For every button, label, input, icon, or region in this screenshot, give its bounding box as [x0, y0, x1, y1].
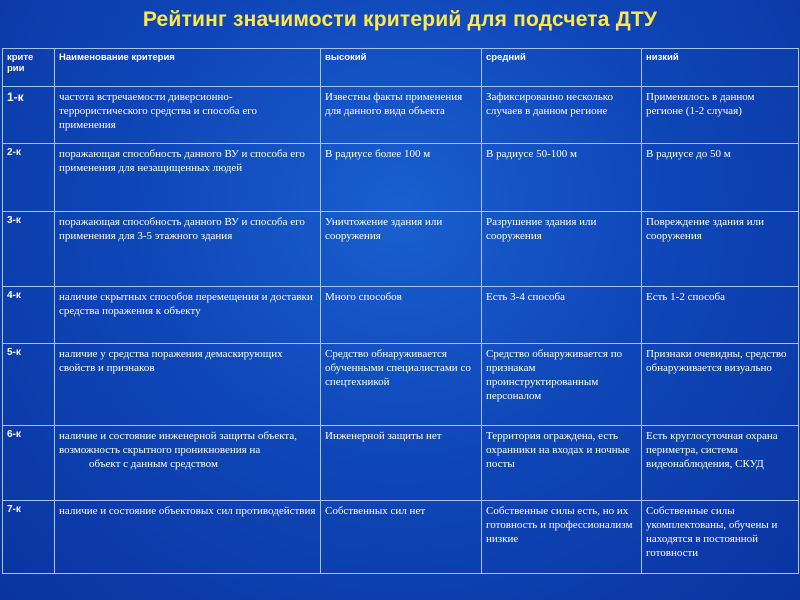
criterion-name: поражающая способность данного ВУ и способа его применения для незащищенных людей	[55, 144, 321, 212]
low-value: В радиусе до 50 м	[642, 144, 799, 212]
criterion-name: частота встречаемости диверсионно-террористического средства и способа его применения	[55, 87, 321, 144]
header-medium: средний	[482, 49, 642, 87]
low-value: Собственные силы укомплектованы, обучены и находятся в постоянной готовности	[642, 501, 799, 574]
medium-value: Собственные силы есть, но их готовность и профессионализм низкие	[482, 501, 642, 574]
table-row	[3, 344, 799, 426]
low-value: Есть круглосуточная охрана периметра, система видеонаблюдения, СКУД	[642, 426, 799, 501]
row-number: 2-к	[3, 144, 55, 212]
table-row	[3, 144, 799, 212]
low-value: Признаки очевидны, средство обнаруживается визуально	[642, 344, 799, 426]
table-row	[3, 426, 799, 501]
table-row	[3, 212, 799, 287]
row-number: 4-к	[3, 287, 55, 344]
header-high: высокий	[321, 49, 482, 87]
medium-value: В радиусе 50-100 м	[482, 144, 642, 212]
low-value: Есть 1-2 способа	[642, 287, 799, 344]
medium-value: Зафиксированно несколько случаев в данном регионе	[482, 87, 642, 144]
criterion-name: наличие и состояние инженерной защиты объекта, возможность скрытного проникновения на объект с данным средством	[55, 426, 321, 501]
table-header-row	[3, 49, 799, 87]
header-name: Наименование критерия	[55, 49, 321, 87]
high-value: Средство обнаруживается обученными специалистами со спецтехникой	[321, 344, 482, 426]
low-value: Применялось в данном регионе (1-2 случая)	[642, 87, 799, 144]
high-value: В радиусе более 100 м	[321, 144, 482, 212]
medium-value: Территория ограждена, есть охранники на входах и ночные посты	[482, 426, 642, 501]
criterion-name: наличие у средства поражения демаскирующих свойств и признаков	[55, 344, 321, 426]
criteria-table	[2, 48, 799, 574]
header-low: низкий	[642, 49, 799, 87]
table-row	[3, 87, 799, 144]
high-value: Собственных сил нет	[321, 501, 482, 574]
row-number: 5-к	[3, 344, 55, 426]
row-number: 6-к	[3, 426, 55, 501]
low-value: Повреждение здания или сооружения	[642, 212, 799, 287]
criterion-name: поражающая способность данного ВУ и способа его применения для 3-5 этажного здания	[55, 212, 321, 287]
row-number: 7-к	[3, 501, 55, 574]
high-value: Известны факты применения для данного вида объекта	[321, 87, 482, 144]
high-value: Инженерной защиты нет	[321, 426, 482, 501]
high-value: Много способов	[321, 287, 482, 344]
page-title: Рейтинг значимости критерий для подсчета ДТУ	[142, 8, 658, 31]
row-number: 1-к	[3, 87, 55, 144]
table-row	[3, 287, 799, 344]
criterion-name: наличие скрытных способов перемещения и доставки средства поражения к объекту	[55, 287, 321, 344]
medium-value: Разрушение здания или сооружения	[482, 212, 642, 287]
medium-value: Есть 3-4 способа	[482, 287, 642, 344]
criterion-name-tail: объект с данным средством	[89, 458, 218, 470]
criterion-name: наличие и состояние объектовых сил противодействия	[55, 501, 321, 574]
header-criteria: крите рии	[3, 49, 55, 87]
medium-value: Средство обнаруживается по признакам проинструктированным персоналом	[482, 344, 642, 426]
high-value: Уничтожение здания или сооружения	[321, 212, 482, 287]
table-row	[3, 501, 799, 574]
row-number: 3-к	[3, 212, 55, 287]
